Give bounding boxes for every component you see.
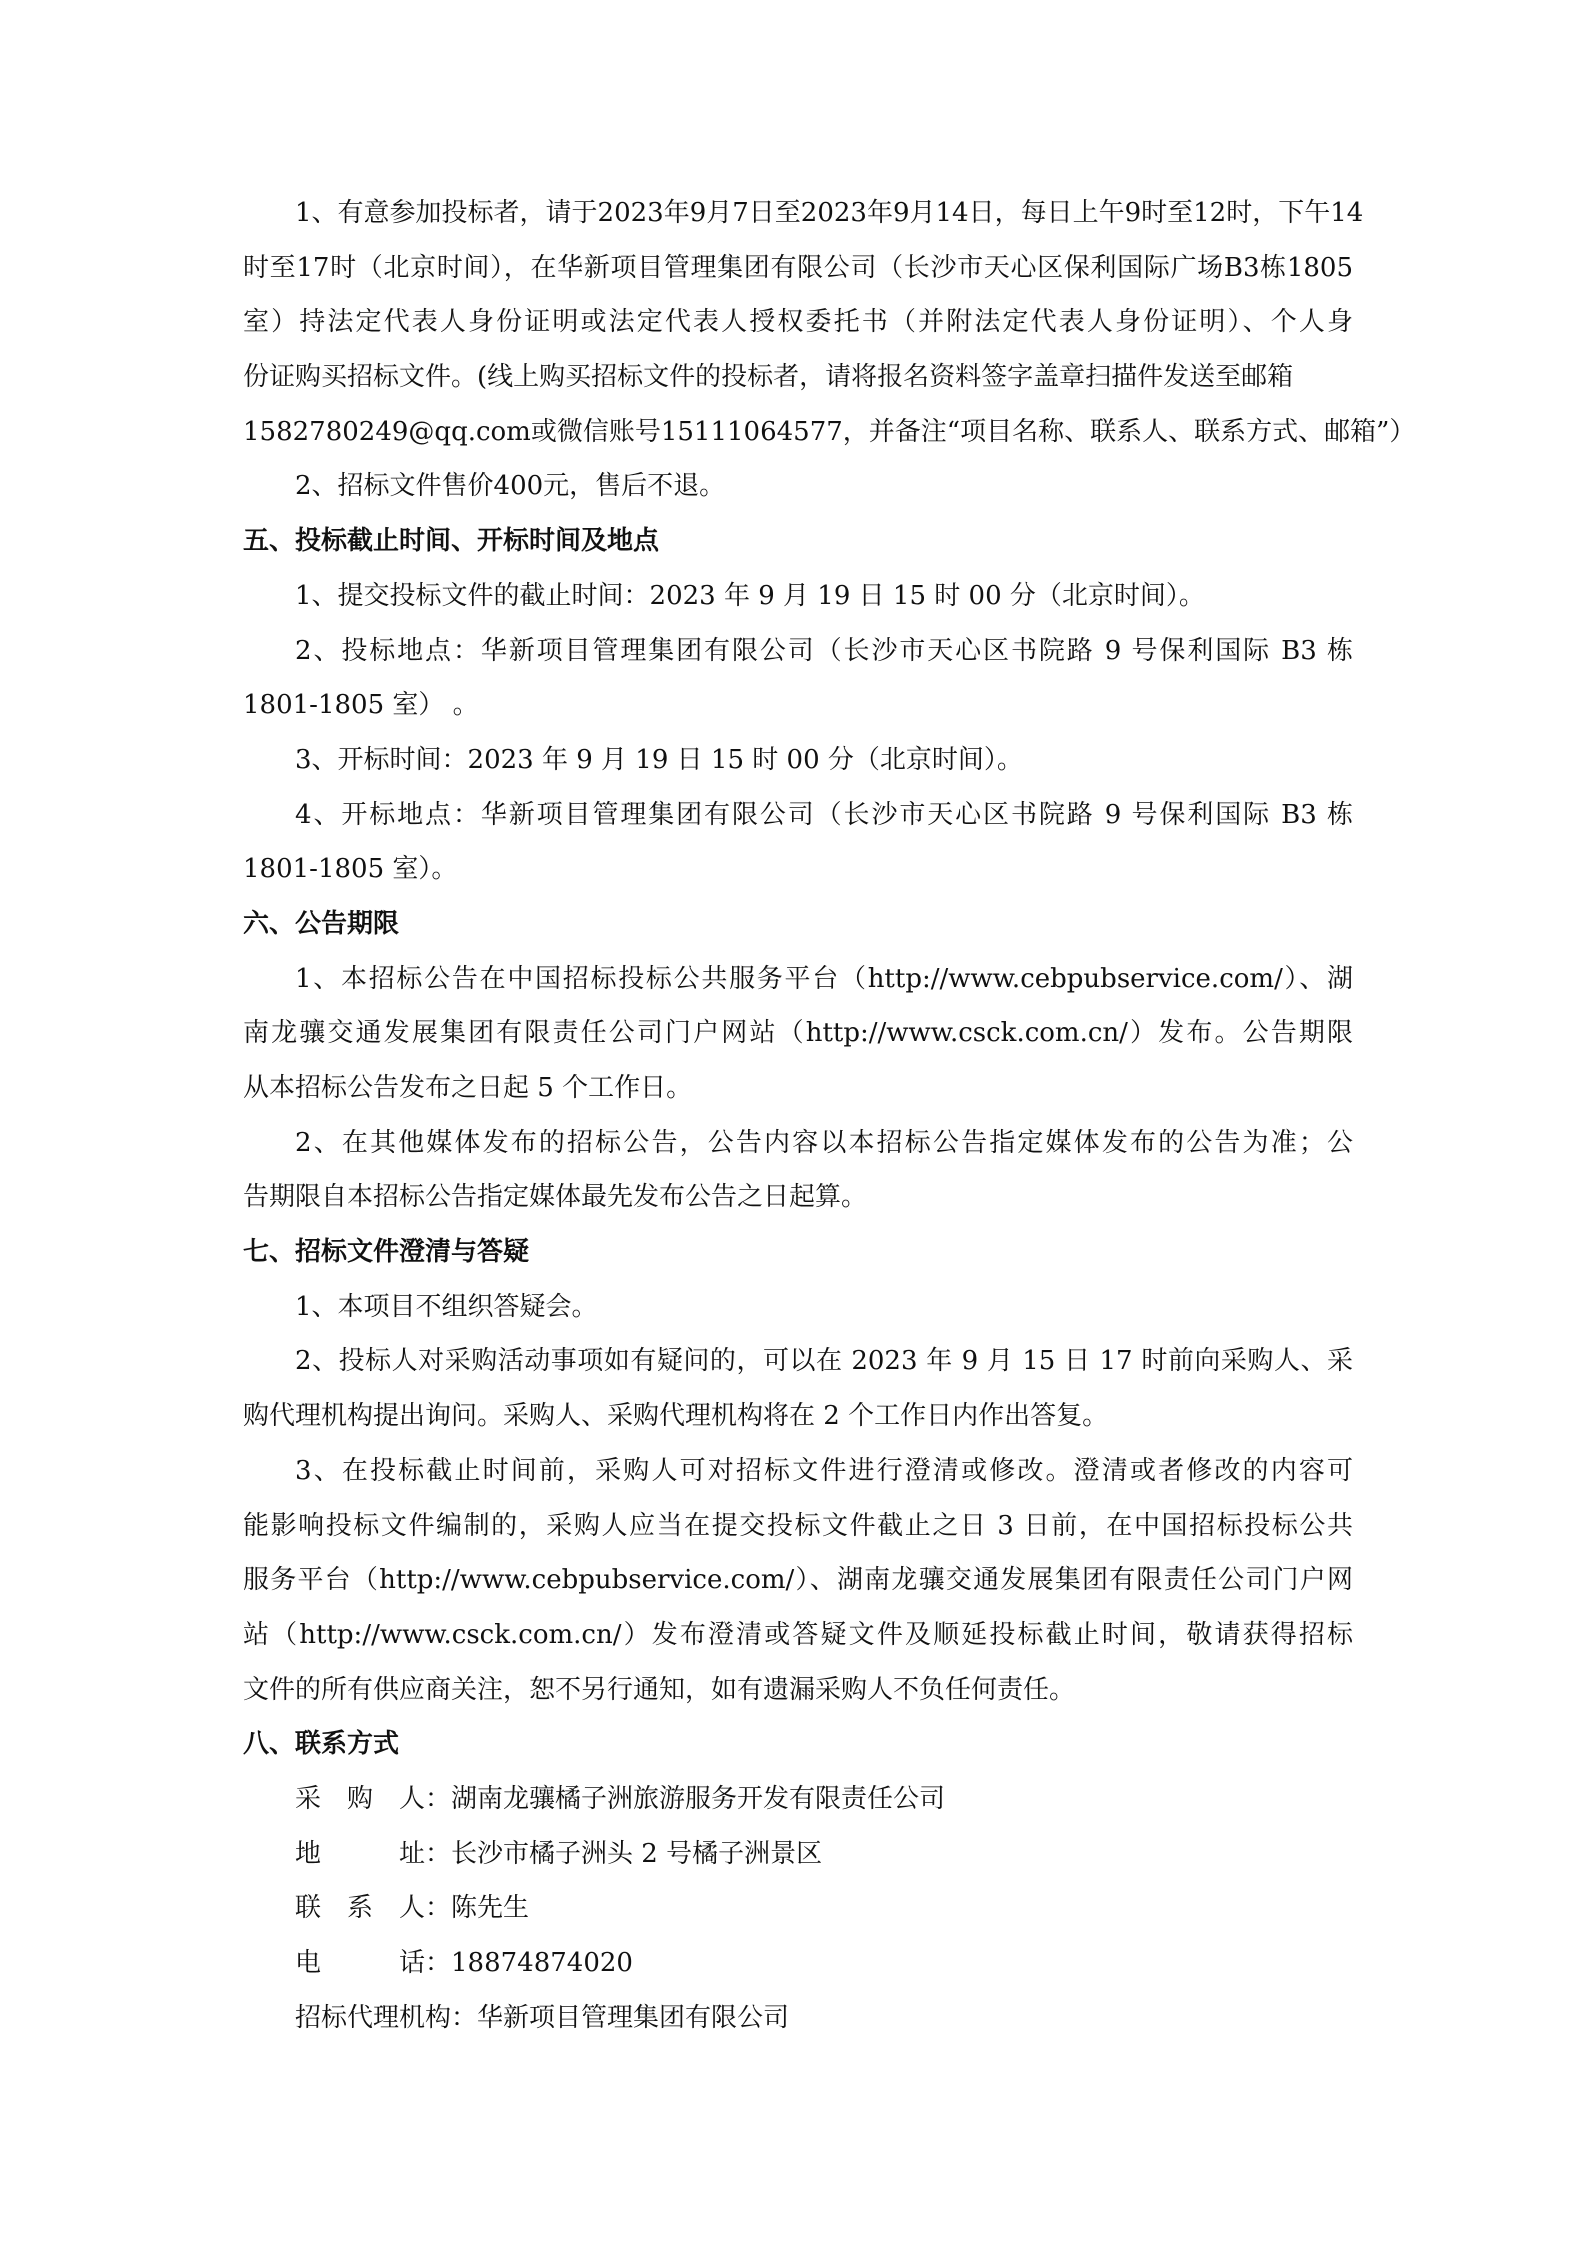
contact-label: 招标代理机构 — [295, 2002, 452, 2033]
contact-value: 湖南龙骧橘子洲旅游服务开发有限责任公司 — [451, 1783, 946, 1814]
contact-colon: ： — [425, 1948, 452, 1978]
paragraph-line: 1、有意参加投标者，请于2023年9月7日至2023年9月14日，每日上午9时至12时，下午14 — [295, 198, 1364, 228]
paragraph-line: 1582780249@qq.com或微信账号15111064577，并备注“项目名称、联系人、联系方式、邮箱”） — [243, 416, 1416, 447]
paragraph-line: 2、招标文件售价400元，售后不退。 — [295, 471, 726, 502]
paragraph-line: 1、提交投标文件的截止时间：2023 年 9 月 19 日 15 时 00 分（北京时间）。 — [295, 580, 1205, 611]
contact-row — [243, 1827, 1353, 1882]
paragraph-line: 4、开标地点：华新项目管理集团有限公司（长沙市天心区书院路 9 号保利国际 B3 栋 — [295, 799, 1353, 830]
paragraph-line: 购代理机构提出询问。采购人、采购代理机构将在 2 个工作日内作出答复。 — [243, 1401, 1109, 1432]
contact-value: 18874874020 — [451, 1948, 633, 1978]
section-heading: 八、联系方式 — [243, 1729, 400, 1760]
contact-row — [243, 1881, 1353, 1936]
paragraph-line: 室）持法定代表人身份证明或法定代表人授权委托书（并附法定代表人身份证明）、个人身 — [243, 307, 1353, 338]
contact-value: 华新项目管理集团有限公司 — [477, 2002, 790, 2033]
paragraph-line: 3、开标时间：2023 年 9 月 19 日 15 时 00 分（北京时间）。 — [295, 744, 1023, 775]
contact-colon: ： — [425, 1838, 452, 1869]
paragraph-line: 时至17时（北京时间），在华新项目管理集团有限公司（长沙市天心区保利国际广场B3栋1805 — [243, 252, 1353, 283]
section-heading: 五、投标截止时间、开标时间及地点 — [243, 526, 660, 557]
contact-value: 长沙市橘子洲头 2 号橘子洲景区 — [451, 1838, 823, 1869]
paragraph-line: 站（http://www.csck.com.cn/）发布澄清或答疑文件及顺延投标截止时间，敬请获得招标 — [243, 1619, 1353, 1650]
paragraph-line: 文件的所有供应商关注，恕不另行通知，如有遗漏采购人不负任何责任。 — [243, 1674, 1076, 1705]
paragraph-line: 服务平台（http://www.cebpubservice.com/）、湖南龙骧交通发展集团有限责任公司门户网 — [243, 1565, 1353, 1596]
contact-value: 陈先生 — [451, 1893, 530, 1924]
paragraph-line: 份证购买招标文件。(线上购买招标文件的投标者，请将报名资料签字盖章扫描件发送至邮箱 — [243, 362, 1294, 393]
contact-row — [243, 1991, 1353, 2046]
section-heading: 七、招标文件澄清与答疑 — [243, 1237, 530, 1268]
contact-colon: ： — [451, 2002, 478, 2033]
paragraph-line: 1、本招标公告在中国招标投标公共服务平台（http://www.cebpubservice.com/）、湖 — [295, 963, 1353, 994]
paragraph-line: 2、投标地点：华新项目管理集团有限公司（长沙市天心区书院路 9 号保利国际 B3 栋 — [295, 635, 1353, 666]
paragraph-line: 2、投标人对采购活动事项如有疑问的，可以在 2023 年 9 月 15 日 17 时前向采购人、采 — [295, 1346, 1353, 1377]
contact-colon: ： — [425, 1893, 452, 1924]
paragraph-line: 1801-1805 室） 。 — [243, 690, 479, 721]
contact-label: 联系人 — [295, 1893, 425, 1924]
document-page — [243, 186, 1416, 2045]
contact-row — [243, 1936, 1353, 1991]
paragraph-line: 1、本项目不组织答疑会。 — [295, 1291, 598, 1322]
section-heading: 六、公告期限 — [243, 908, 400, 939]
contact-row — [243, 1772, 1353, 1827]
contact-label: 地址 — [295, 1838, 425, 1869]
contact-label: 采购人 — [295, 1783, 425, 1814]
contact-colon: ： — [425, 1783, 452, 1814]
paragraph-line: 1801-1805 室）。 — [243, 854, 458, 885]
paragraph-line: 告期限自本招标公告指定媒体最先发布公告之日起算。 — [243, 1182, 868, 1213]
paragraph-line: 能影响投标文件编制的，采购人应当在提交投标文件截止之日 3 日前，在中国招标投标公共 — [243, 1510, 1353, 1541]
paragraph-line: 南龙骧交通发展集团有限责任公司门户网站（http://www.csck.com.cn/）发布。公告期限 — [243, 1018, 1353, 1049]
paragraph-line: 3、在投标截止时间前，采购人可对招标文件进行澄清或修改。澄清或者修改的内容可 — [295, 1455, 1353, 1486]
paragraph-line: 2、在其他媒体发布的招标公告，公告内容以本招标公告指定媒体发布的公告为准；公 — [295, 1127, 1353, 1158]
contact-label: 电话 — [295, 1948, 425, 1978]
paragraph-line: 从本招标公告发布之日起 5 个工作日。 — [243, 1073, 693, 1103]
